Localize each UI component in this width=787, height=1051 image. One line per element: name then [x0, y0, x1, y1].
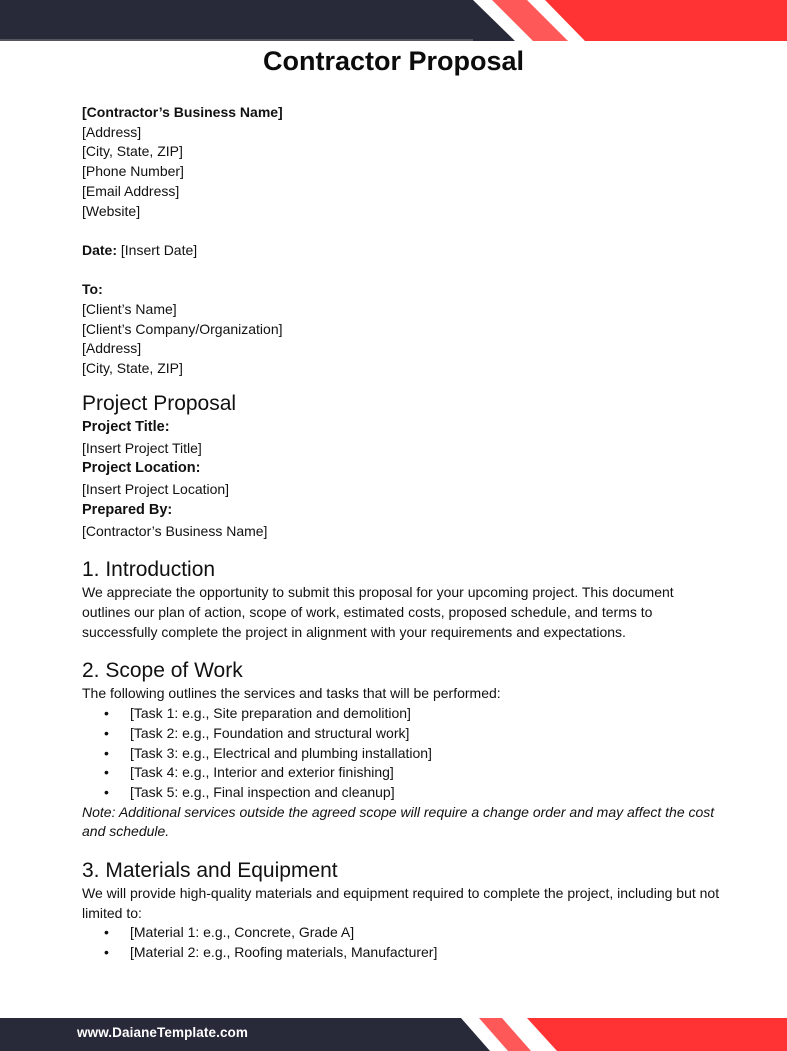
sender-email: [Email Address]: [82, 182, 180, 199]
materials-section: [82, 858, 722, 963]
scope-heading: 2. Scope of Work: [82, 659, 243, 683]
list-item: [82, 724, 722, 744]
prepared-by-value: [Contractor’s Business Name]: [82, 522, 268, 539]
bullet-icon: •: [104, 744, 109, 761]
materials-heading: 3. Materials and Equipment: [82, 859, 338, 883]
project-title-value: [Insert Project Title]: [82, 439, 202, 456]
project-title-label: Project Title:: [82, 418, 170, 435]
sender-phone: [Phone Number]: [82, 163, 184, 180]
project-location-value: [Insert Project Location]: [82, 481, 230, 498]
project-proposal-heading: Project Proposal: [82, 391, 237, 415]
list-item: [82, 783, 722, 803]
introduction-body: We appreciate the opportunity to submit this proposal for your upcoming project. This document outlines our plan of action, scope of work, estimated costs, proposed schedule, and terms to successfully complete the project in alignment with your requirements and expectations.: [82, 584, 674, 640]
task-text: [Task 2: e.g., Foundation and structural work]: [130, 724, 410, 741]
material-text: [Material 1: e.g., Concrete, Grade A]: [130, 924, 355, 941]
header-red-shape: [545, 0, 787, 41]
task-text: [Task 4: e.g., Interior and exterior finishing]: [130, 764, 394, 781]
header-stripes-graphic: [0, 0, 787, 41]
materials-intro: We will provide high-quality materials and equipment required to complete the project, including but not limited to:: [82, 885, 720, 921]
document-title: Contractor Proposal: [262, 46, 525, 76]
footer-red-shape: [527, 1018, 787, 1051]
recipient-client-name: [Client’s Name]: [82, 301, 177, 317]
project-proposal-section: [82, 391, 722, 542]
date-label: Date:: [82, 241, 118, 258]
sender-city-state-zip: [City, State, ZIP]: [82, 143, 183, 160]
bullet-icon: •: [104, 724, 109, 741]
prepared-by-label: Prepared By:: [82, 501, 173, 518]
recipient-city-state-zip: [City, State, ZIP]: [82, 360, 183, 377]
project-location-label: Project Location:: [82, 460, 201, 477]
header-band: [0, 0, 787, 41]
recipient-block: [82, 280, 722, 379]
list-item: [82, 943, 722, 963]
header-navy-shape: [0, 0, 515, 41]
list-item: [82, 763, 722, 783]
list-item: [82, 744, 722, 764]
date-line: [82, 241, 722, 261]
introduction-heading: 1. Introduction: [82, 558, 216, 582]
introduction-section: [82, 557, 722, 642]
sender-website: [Website]: [82, 202, 141, 219]
recipient-address: [Address]: [82, 340, 142, 357]
material-text: [Material 2: e.g., Roofing materials, Manufacturer]: [130, 944, 438, 961]
list-item: [82, 704, 722, 724]
bullet-icon: •: [104, 783, 109, 800]
recipient-company: [Client’s Company/Organization]: [82, 320, 283, 337]
task-text: [Task 1: e.g., Site preparation and demolition]: [130, 705, 411, 722]
bullet-icon: •: [104, 924, 109, 941]
scope-task-list: [82, 704, 722, 803]
task-text: [Task 5: e.g., Final inspection and cleanup]: [130, 783, 395, 800]
bullet-icon: •: [104, 764, 109, 781]
recipient-label: To:: [82, 281, 103, 298]
sender-business-name: [Contractor’s Business Name]: [82, 104, 283, 120]
document-body: [82, 103, 722, 963]
sender-block: [82, 103, 722, 221]
date-value: [Insert Date]: [117, 241, 198, 258]
scope-intro: The following outlines the services and tasks that will be performed:: [82, 685, 501, 702]
task-text: [Task 3: e.g., Electrical and plumbing installation]: [130, 744, 432, 761]
scope-note: Note: Additional services outside the agreed scope will require a change order and may affect the cost and schedule.: [82, 803, 715, 840]
list-item: [82, 923, 722, 943]
materials-list: [82, 923, 722, 962]
bullet-icon: •: [104, 705, 109, 722]
footer-website-link[interactable]: www.DaianeTemplate.com: [77, 1025, 248, 1040]
sender-address: [Address]: [82, 123, 142, 140]
scope-section: [82, 658, 722, 842]
bullet-icon: •: [104, 944, 109, 961]
